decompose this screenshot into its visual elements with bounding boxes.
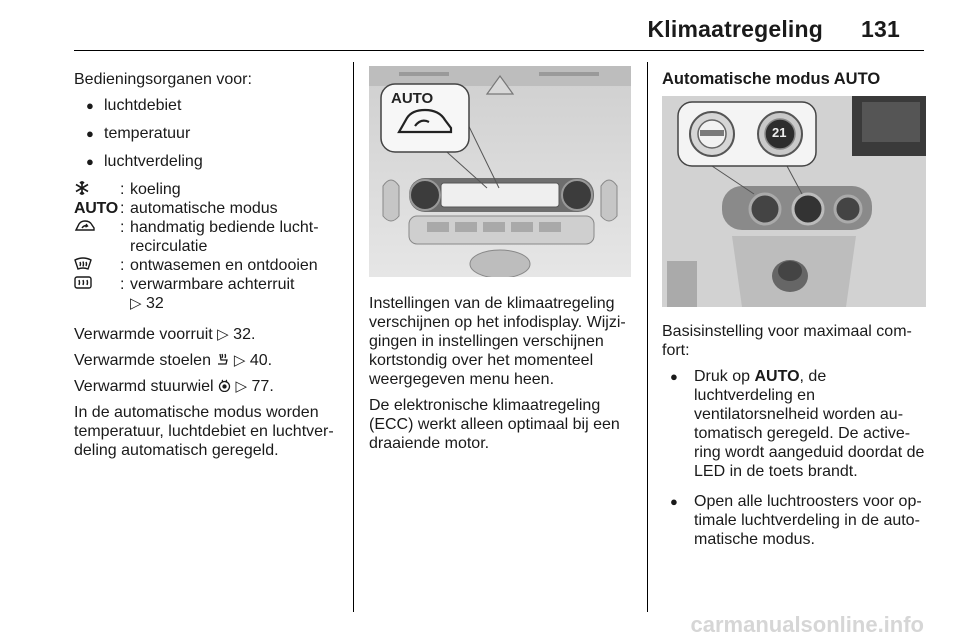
recirculation-icon [74,218,120,256]
bullet-item: ● temperatuur [86,124,346,143]
climate-control-illustration [369,66,631,277]
page-title: Klimaatregeling [647,16,824,42]
column-divider-2 [647,62,648,612]
col2-para1: Instellingen van de klimaatregeling verschijnen op het infodisplay. Wijzi-gingen in instellingen verschijnen kortstondig over het momenteel weergegeven menu heen. [369,295,626,388]
col1-para3: Verwarmd stuurwiel ▷ 77. [74,378,274,395]
snowflake-icon [74,180,120,199]
column-1 [74,70,346,467]
auto-symbol: AUTO [74,200,118,217]
col1-para1: Verwarmde voorruit ▷ 32. [74,326,256,343]
ref-arrow-icon: ▷ [217,326,229,343]
bullet-item: ● Open alle luchtroosters voor op-timale luchtverdeling in de auto-matische modus. [670,492,926,549]
col1-para2: Verwarmde stoelen ▷ 40. [74,352,273,369]
auto-mode-illustration [662,96,926,307]
def-text: handmatig bediende lucht- recirculatie [130,219,319,255]
control-bullets [74,96,346,171]
figure-auto-label: AUTO [391,90,434,107]
col3-intro: Basisinstelling voor maximaal com-fort: [662,323,912,359]
page-header [647,16,900,43]
defrost-windscreen-icon [74,256,120,275]
heated-steering-wheel-icon [218,379,231,392]
ref-arrow-icon: ▷ [235,378,248,395]
section-heading: Automatische modus AUTO [662,70,881,88]
col1-para4: In de automatische modus worden temperatuur, luchtdebiet en luchtver-deling automatisch geregeld. [74,404,334,459]
column-2 [369,294,637,460]
def-row: : verwarmbare achterruit ▷ 32 [74,275,346,313]
def-text: verwarmbare achterruit ▷ 32 [130,276,295,312]
auto-bullets [662,367,926,549]
bullet-item: ● luchtdebiet [86,96,346,115]
col1-intro: Bedieningsorganen voor: [74,71,252,88]
page-ref: 77. [251,378,274,395]
def-row: : koeling [74,180,346,199]
page-ref: 40. [249,352,273,369]
bullet-item: ● Druk op AUTO, de luchtverdeling en ventilatorsnelheid worden au-tomatisch geregeld. De active-ring wordt aangeduid doordat de LED in de toets brandt. [670,367,926,481]
page-ref: 32 [146,295,164,312]
page-ref: 32. [233,326,256,343]
def-row: AUTO : automatische modus [74,199,346,218]
column-3 [662,70,926,89]
figure-temp-display: 21 [772,125,787,140]
def-text: automatische modus [130,200,278,217]
def-text: ontwasemen en ontdooien [130,257,318,274]
ref-arrow-icon: ▷ [233,352,246,369]
column-divider-1 [353,62,354,612]
column-3-body [662,322,926,560]
header-rule [74,50,924,51]
def-row: : handmatig bediende lucht- recirculatie [74,218,346,256]
auto-keyword: AUTO [754,368,800,385]
def-row: : ontwasemen en ontdooien [74,256,346,275]
def-text: koeling [130,181,181,198]
rear-window-heat-icon [74,275,120,313]
watermark: carmanualsonline.info [690,612,924,637]
symbol-definitions [74,180,346,313]
col2-para2: De elektronische klimaatregeling (ECC) werkt alleen optimaal bij een draaiende motor. [369,397,620,452]
ref-arrow-icon: ▷ [130,295,142,312]
bullet-item: ● luchtverdeling [86,152,346,171]
heated-seat-icon [215,352,229,366]
page-number: 131 [861,16,900,42]
